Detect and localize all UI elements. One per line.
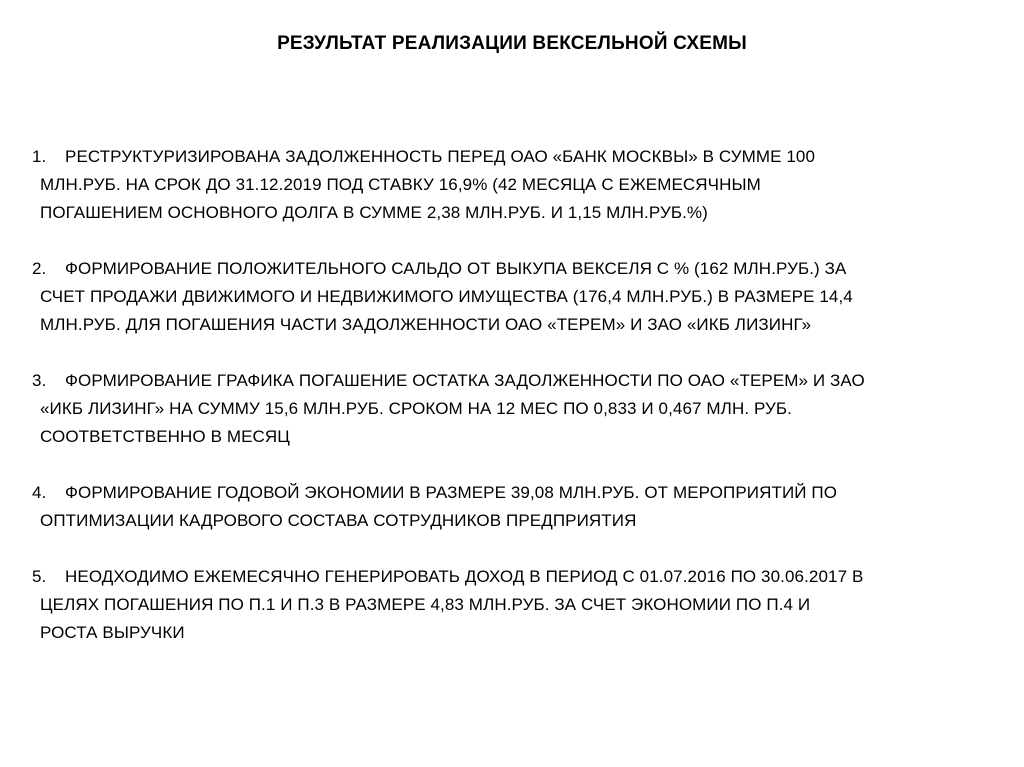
item-line: ЦЕЛЯХ ПОГАШЕНИЯ ПО П.1 И П.3 В РАЗМЕРЕ 4,83 МЛН.РУБ. ЗА СЧЕТ ЭКОНОМИИ ПО П.4 И <box>40 595 811 614</box>
item-line: МЛН.РУБ. ДЛЯ ПОГАШЕНИЯ ЧАСТИ ЗАДОЛЖЕННОСТИ ОАО «ТЕРЕМ» И ЗАО «ИКБ ЛИЗИНГ» <box>40 315 812 334</box>
list-item-2 <box>0 255 1010 339</box>
item-line <box>0 367 1010 395</box>
item-line: СООТВЕТСТВЕННО В МЕСЯЦ <box>40 427 290 446</box>
item-line <box>0 563 1010 591</box>
item-line: «ИКБ ЛИЗИНГ» НА СУММУ 15,6 МЛН.РУБ. СРОКОМ НА 12 МЕС ПО 0,833 И 0,467 МЛН. РУБ. <box>40 399 793 418</box>
item-text: НЕОДХОДИМО ЕЖЕМЕСЯЧНО ГЕНЕРИРОВАТЬ ДОХОД В ПЕРИОД С 01.07.2016 ПО 30.06.2017 В <box>65 567 864 586</box>
item-text: ФОРМИРОВАНИЕ ГОДОВОЙ ЭКОНОМИИ В РАЗМЕРЕ 39,08 МЛН.РУБ. ОТ МЕРОПРИЯТИЙ ПО <box>65 483 838 502</box>
item-line <box>0 143 1010 171</box>
item-line <box>0 479 1010 507</box>
list-item-3 <box>0 367 1010 451</box>
item-number: 4. <box>32 483 47 502</box>
item-number: 2. <box>32 259 47 278</box>
slide-title: РЕЗУЛЬТАТ РЕАЛИЗАЦИИ ВЕКСЕЛЬНОЙ СХЕМЫ <box>277 33 747 54</box>
list-item-4 <box>0 479 1010 535</box>
item-line: ПОГАШЕНИЕМ ОСНОВНОГО ДОЛГА В СУММЕ 2,38 МЛН.РУБ. И 1,15 МЛН.РУБ.%) <box>40 203 708 222</box>
numbered-list <box>0 143 1010 675</box>
item-number: 5. <box>32 567 47 586</box>
item-line: СЧЕТ ПРОДАЖИ ДВИЖИМОГО И НЕДВИЖИМОГО ИМУЩЕСТВА (176,4 МЛН.РУБ.) В РАЗМЕРЕ 14,4 <box>40 287 853 306</box>
item-line: РОСТА ВЫРУЧКИ <box>40 623 185 642</box>
item-line: ОПТИМИЗАЦИИ КАДРОВОГО СОСТАВА СОТРУДНИКОВ ПРЕДПРИЯТИЯ <box>40 511 637 530</box>
item-number: 3. <box>32 371 47 390</box>
item-line: МЛН.РУБ. НА СРОК ДО 31.12.2019 ПОД СТАВКУ 16,9% (42 МЕСЯЦА С ЕЖЕМЕСЯЧНЫМ <box>40 175 761 194</box>
item-text: ФОРМИРОВАНИЕ ГРАФИКА ПОГАШЕНИЕ ОСТАТКА ЗАДОЛЖЕННОСТИ ПО ОАО «ТЕРЕМ» И ЗАО <box>65 371 865 390</box>
item-line <box>0 255 1010 283</box>
list-item-5 <box>0 563 1010 647</box>
item-text: РЕСТРУКТУРИЗИРОВАНА ЗАДОЛЖЕННОСТЬ ПЕРЕД ОАО «БАНК МОСКВЫ» В СУММЕ 100 <box>65 147 816 166</box>
item-text: ФОРМИРОВАНИЕ ПОЛОЖИТЕЛЬНОГО САЛЬДО ОТ ВЫКУПА ВЕКСЕЛЯ С % (162 МЛН.РУБ.) ЗА <box>65 259 847 278</box>
list-item-1 <box>0 143 1010 227</box>
item-number: 1. <box>32 147 47 166</box>
